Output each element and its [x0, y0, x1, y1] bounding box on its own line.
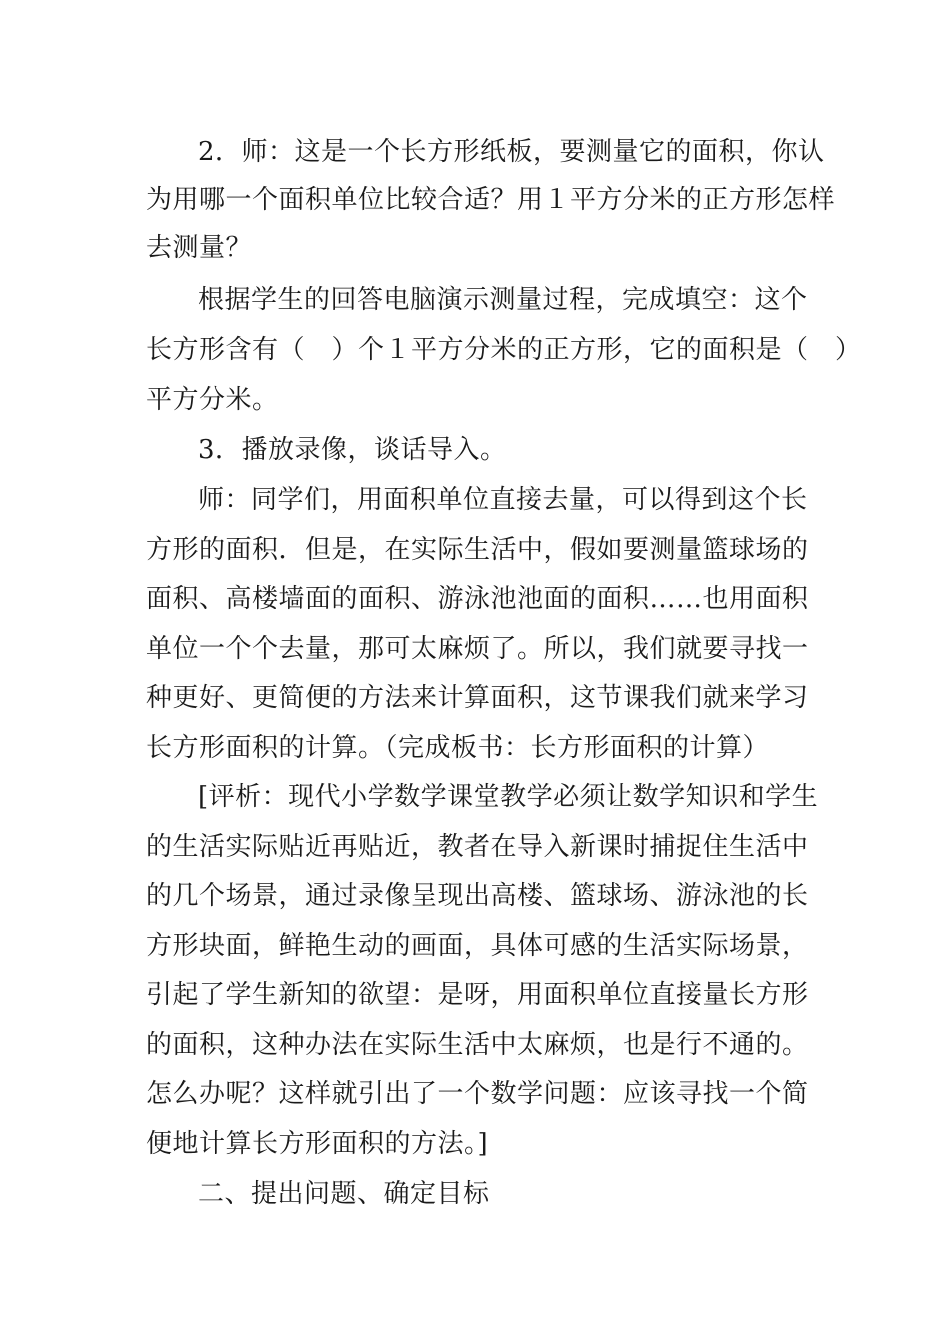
paragraph-line: 种更好、更简便的方法来计算面积，这节课我们就来学习	[146, 683, 809, 713]
paragraph-line: 3．播放录像，谈话导入。	[198, 435, 507, 465]
paragraph-line: 的生活实际贴近再贴近，教者在导入新课时捕捉住生活中	[146, 832, 809, 862]
paragraph-line: 面积、高楼墙面的面积、游泳池池面的面积……也用面积	[146, 584, 809, 614]
paragraph-line: 根据学生的回答电脑演示测量过程，完成填空：这个	[198, 285, 808, 315]
paragraph-line: 的几个场景，通过录像呈现出高楼、篮球场、游泳池的长	[146, 881, 809, 911]
paragraph-line: 单位一个个去量，那可太麻烦了。所以，我们就要寻找一	[146, 634, 809, 664]
paragraph-line: [评析：现代小学数学课堂教学必须让数学知识和学生	[198, 782, 819, 812]
paragraph-line: 长方形含有（ ）个１平方分米的正方形，它的面积是（ ）	[146, 335, 862, 365]
paragraph-line: 引起了学生新知的欲望：是呀，用面积单位直接量长方形	[146, 980, 809, 1010]
paragraph-line: 师：同学们，用面积单位直接去量，可以得到这个长	[198, 485, 808, 515]
paragraph-line: 怎么办呢？这样就引出了一个数学问题：应该寻找一个简	[146, 1079, 809, 1109]
paragraph-line: 的面积，这种办法在实际生活中太麻烦，也是行不通的。	[146, 1030, 809, 1060]
paragraph-line: 去测量？	[146, 233, 253, 263]
paragraph-line: 便地计算长方形面积的方法。]	[146, 1129, 489, 1159]
paragraph-line: 方形块面，鲜艳生动的画面，具体可感的生活实际场景，	[146, 931, 809, 961]
paragraph-line: 2．师：这是一个长方形纸板，要测量它的面积，你认	[198, 137, 825, 167]
paragraph-line: 平方分米。	[146, 385, 279, 415]
section-heading: 二、提出问题、确定目标	[198, 1179, 490, 1209]
paragraph-line: 为用哪一个面积单位比较合适？用１平方分米的正方形怎样	[146, 185, 836, 215]
paragraph-line: 长方形面积的计算。（完成板书：长方形面积的计算）	[146, 733, 770, 763]
paragraph-line: 方形的面积．但是，在实际生活中，假如要测量篮球场的	[146, 535, 809, 565]
